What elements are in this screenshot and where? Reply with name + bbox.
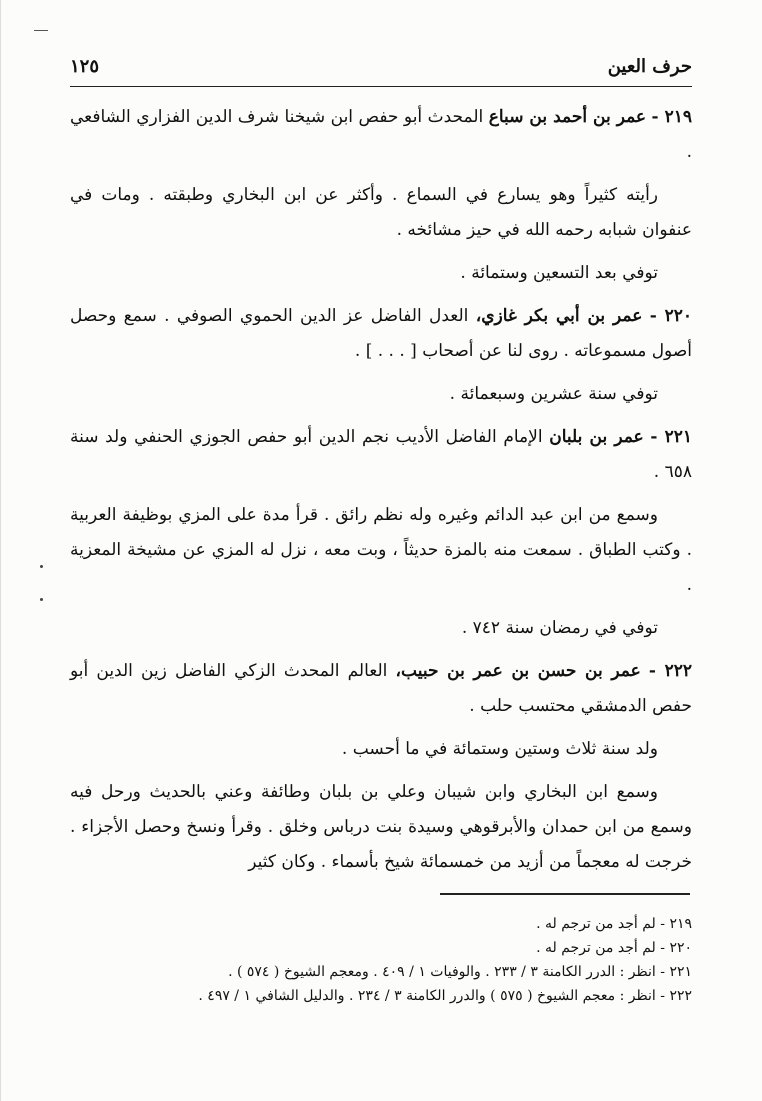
scan-mark	[34, 30, 48, 31]
entry-paragraph: ولد سنة ثلاث وستين وستمائة في ما أحسب .	[341, 739, 658, 759]
entry-number: ٢١٩ -	[651, 107, 692, 127]
footnote: ٢٢٢ - انظر : معجم الشيوخ ( ٥٧٥ ) والدرر الكامنة ٣ / ٢٣٤ . والدليل الشافي ١ / ٤٩٧ .	[198, 988, 692, 1004]
entry-heading-text: العالم المحدث الزكي الفاضل زين الدين أبو حفص الدمشقي محتسب حلب .	[70, 661, 692, 716]
entry-name: عمر بن أحمد بن سباع	[488, 107, 647, 127]
page-header	[70, 56, 692, 82]
entry-name: عمر بن حسن بن عمر بن حبيب،	[395, 661, 641, 681]
page-body	[70, 100, 692, 888]
entry-heading-text: الإمام الفاضل الأديب نجم الدين أبو حفص الجوزي الحنفي ولد سنة ٦٥٨ .	[70, 427, 692, 482]
header-rule	[70, 86, 692, 87]
footnote-rule	[440, 893, 690, 895]
entry-paragraph: توفي في رمضان سنة ٧٤٢ .	[461, 618, 658, 638]
entry-paragraph: وسمع من ابن عبد الدائم وغيره وله نظم رائق . قرأ مدة على المزي بوظيفة العربية . وكتب الطباق . سمعت منه بالمزة حديثاً ، وبت معه ، نزل له المزي عن مشيخة المعزية .	[70, 505, 692, 595]
entry-heading	[70, 100, 692, 170]
entry-paragraph: توفي بعد التسعين وستمائة .	[460, 263, 658, 283]
scan-speck	[40, 598, 43, 601]
entry-name: عمر بن بلبان	[549, 427, 644, 447]
footnote: ٢٢٠ - لم أجد من ترجم له .	[536, 940, 692, 956]
entry-paragraph: وسمع ابن البخاري وابن شيبان وعلي بن بلبان وطائفة وعني بالحديث ورحل فيه وسمع من ابن حمدان والأبرقوهي وسيدة بنت درباس وخلق . وقرأ ونسخ وحصل الأجزاء . خرجت له معجماً من أزيد من خمسمائة شيخ بأسماء . وكان كثير	[70, 782, 692, 872]
entry-name: عمر بن أبي بكر غازي،	[475, 306, 643, 326]
entry-number: ٢٢٢ -	[648, 661, 692, 681]
entry-heading-text: العدل الفاضل عز الدين الحموي الصوفي . سمع وحصل أصول مسموعاته . روى لنا عن أصحاب [ . . . ] .	[70, 306, 692, 361]
footnotes	[70, 912, 692, 1008]
entry-heading	[70, 420, 692, 490]
scan-speck	[40, 565, 43, 568]
entry-heading	[70, 654, 692, 724]
entry-paragraph: توفي سنة عشرين وسبعمائة .	[449, 384, 658, 404]
footnote: ٢١٩ - لم أجد من ترجم له .	[536, 916, 692, 932]
entry-number: ٢٢٠ -	[649, 306, 693, 326]
scan-edge	[0, 0, 1, 1101]
footnote: ٢٢١ - انظر : الدرر الكامنة ٣ / ٢٣٣ . والوفيات ١ / ٤٠٩ . ومعجم الشيوخ ( ٥٧٤ ) .	[228, 964, 692, 980]
entry-heading	[70, 299, 692, 369]
entry-paragraph: رأيته كثيراً وهو يسارع في السماع . وأكثر عن ابن البخاري وطبقته . ومات في عنفوان شبابه رحمه الله في حيز مشائخه .	[70, 185, 692, 240]
entry-number: ٢٢١ -	[650, 427, 692, 447]
page-number: ١٢٥	[70, 56, 100, 77]
entry-heading-text: المحدث أبو حفص ابن شيخنا شرف الدين الفزاري الشافعي .	[70, 107, 692, 162]
running-title: حرف العين	[607, 56, 692, 77]
